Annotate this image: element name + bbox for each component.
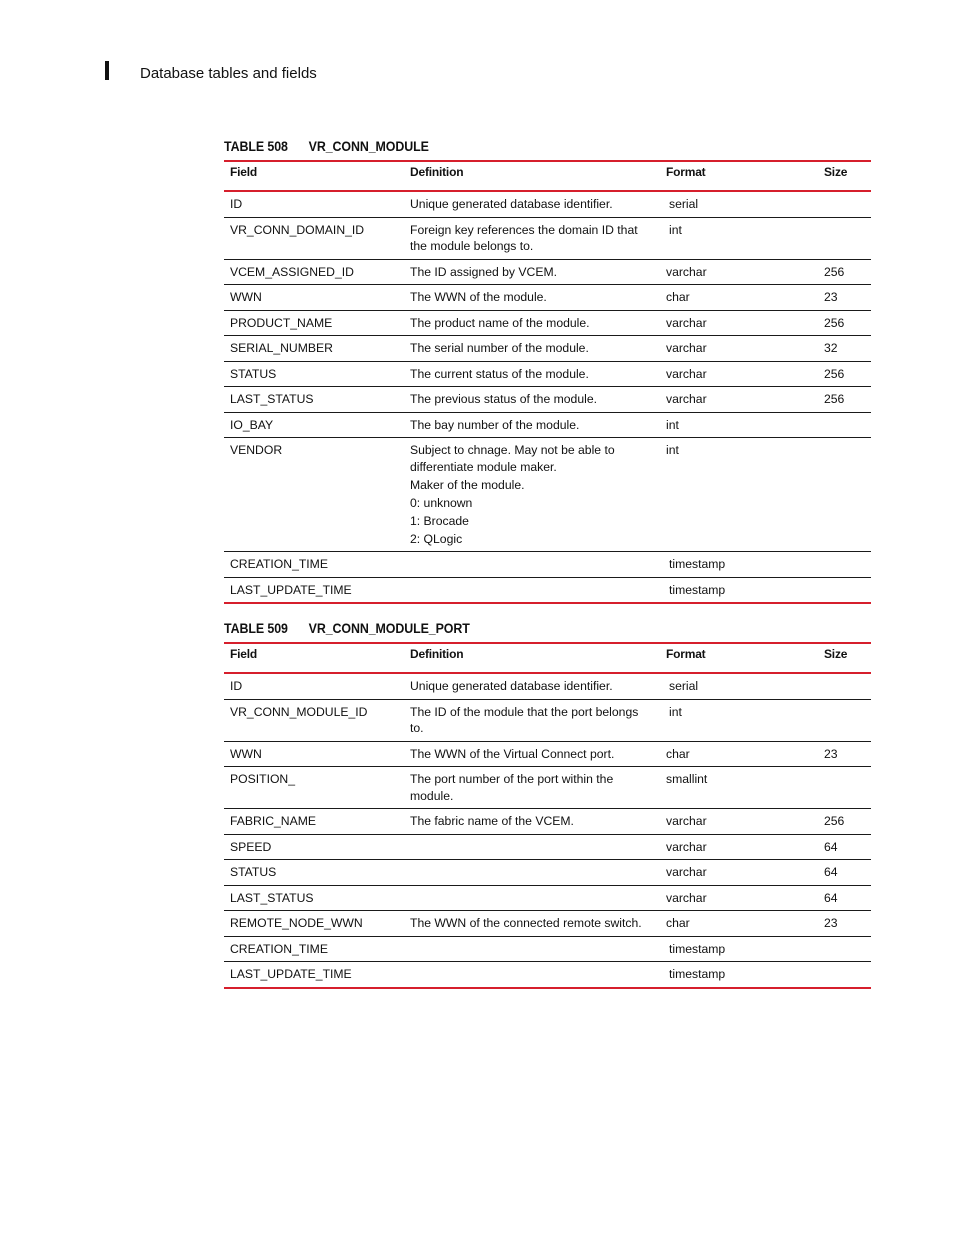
- format-cell: varchar: [660, 336, 821, 362]
- table-row: [224, 577, 871, 603]
- definition-cell: [404, 438, 660, 552]
- field-cell: CREATION_TIME: [224, 936, 404, 962]
- format-cell: timestamp: [660, 552, 821, 578]
- table-row: [224, 336, 871, 362]
- field-cell: ID: [224, 673, 404, 699]
- format-cell: varchar: [660, 259, 821, 285]
- table-row: [224, 310, 871, 336]
- format-cell: serial: [660, 191, 821, 217]
- field-cell: FABRIC_NAME: [224, 809, 404, 835]
- table-row: [224, 191, 871, 217]
- table-header-row: [224, 643, 871, 673]
- definition-cell: [404, 217, 660, 259]
- size-cell: [821, 412, 871, 438]
- field-cell: VCEM_ASSIGNED_ID: [224, 259, 404, 285]
- field-cell: POSITION_: [224, 767, 404, 809]
- table-number: TABLE 509: [224, 621, 288, 636]
- size-cell: [821, 217, 871, 259]
- size-cell: 23: [821, 911, 871, 937]
- size-cell: 23: [821, 741, 871, 767]
- table-508-block: [224, 138, 871, 604]
- size-cell: 64: [821, 834, 871, 860]
- definition-line: The port number of the port within the module.: [410, 772, 614, 803]
- definition-cell: [404, 552, 660, 578]
- definition-line: The current status of the module.: [410, 366, 589, 381]
- format-cell: smallint: [660, 767, 821, 809]
- column-header-field: Field: [224, 161, 404, 191]
- size-cell: 256: [821, 387, 871, 413]
- definition-cell: [404, 936, 660, 962]
- size-cell: [821, 552, 871, 578]
- size-cell: [821, 577, 871, 603]
- size-cell: 64: [821, 860, 871, 886]
- definition-line: The WWN of the connected remote switch.: [410, 916, 642, 930]
- table-row: [224, 767, 871, 809]
- table-row: [224, 438, 871, 552]
- field-cell: STATUS: [224, 361, 404, 387]
- size-cell: 23: [821, 285, 871, 311]
- column-header-field: Field: [224, 643, 404, 673]
- definition-line: The product name of the module.: [410, 315, 590, 330]
- field-cell: LAST_STATUS: [224, 885, 404, 911]
- table-row: [224, 699, 871, 741]
- table-caption: [224, 620, 819, 642]
- definition-cell: [404, 191, 660, 217]
- table-row: [224, 259, 871, 285]
- format-cell: char: [660, 911, 821, 937]
- column-header-definition: Definition: [404, 161, 660, 191]
- table-body: [224, 673, 871, 988]
- size-cell: 64: [821, 885, 871, 911]
- change-bar: [105, 61, 109, 80]
- definition-cell: [404, 741, 660, 767]
- size-cell: [821, 699, 871, 741]
- format-cell: serial: [660, 673, 821, 699]
- table-row: [224, 834, 871, 860]
- table-caption: [224, 138, 819, 160]
- format-cell: char: [660, 285, 821, 311]
- field-cell: VR_CONN_MODULE_ID: [224, 699, 404, 741]
- table-row: [224, 885, 871, 911]
- size-cell: [821, 936, 871, 962]
- field-cell: CREATION_TIME: [224, 552, 404, 578]
- data-table: [224, 642, 871, 989]
- field-cell: VR_CONN_DOMAIN_ID: [224, 217, 404, 259]
- field-cell: LAST_STATUS: [224, 387, 404, 413]
- size-cell: [821, 673, 871, 699]
- definition-line: The serial number of the module.: [410, 341, 589, 355]
- definition-line: The previous status of the module.: [410, 392, 597, 406]
- column-header-definition: Definition: [404, 643, 660, 673]
- size-cell: [821, 191, 871, 217]
- field-cell: WWN: [224, 285, 404, 311]
- definition-line: The ID of the module that the port belongs to.: [410, 704, 639, 735]
- size-cell: [821, 767, 871, 809]
- definition-cell: [404, 699, 660, 741]
- running-header: Database tables and fields: [140, 65, 317, 82]
- field-cell: ID: [224, 191, 404, 217]
- definition-line: Maker of the module.: [410, 477, 525, 492]
- definition-cell: [404, 387, 660, 413]
- format-cell: char: [660, 741, 821, 767]
- definition-cell: [404, 577, 660, 603]
- table-row: [224, 217, 871, 259]
- column-header-format: Format: [660, 643, 821, 673]
- field-cell: SPEED: [224, 834, 404, 860]
- field-cell: IO_BAY: [224, 412, 404, 438]
- definition-line: The WWN of the module.: [410, 290, 547, 304]
- table-row: [224, 552, 871, 578]
- definition-line: Unique generated database identifier.: [410, 197, 613, 211]
- definition-line: Unique generated database identifier.: [410, 679, 613, 693]
- definition-line: 0: unknown: [410, 495, 473, 510]
- definition-cell: [404, 962, 660, 988]
- definition-line: The ID assigned by VCEM.: [410, 264, 557, 279]
- definition-cell: [404, 336, 660, 362]
- field-cell: SERIAL_NUMBER: [224, 336, 404, 362]
- definition-line: The WWN of the Virtual Connect port.: [410, 746, 615, 761]
- table-row: [224, 741, 871, 767]
- size-cell: 32: [821, 336, 871, 362]
- table-row: [224, 860, 871, 886]
- table-509-block: [224, 620, 871, 989]
- field-cell: REMOTE_NODE_WWN: [224, 911, 404, 937]
- table-row: [224, 911, 871, 937]
- definition-line: Foreign key references the domain ID that the module belongs to.: [410, 222, 638, 253]
- table-name: VR_CONN_MODULE: [308, 139, 429, 154]
- definition-cell: [404, 911, 660, 937]
- size-cell: 256: [821, 361, 871, 387]
- format-cell: varchar: [660, 860, 821, 886]
- definition-cell: [404, 860, 660, 886]
- format-cell: varchar: [660, 310, 821, 336]
- data-table: [224, 160, 871, 604]
- field-cell: WWN: [224, 741, 404, 767]
- table-row: [224, 412, 871, 438]
- table-body: [224, 191, 871, 603]
- field-cell: STATUS: [224, 860, 404, 886]
- definition-cell: [404, 834, 660, 860]
- field-cell: LAST_UPDATE_TIME: [230, 582, 352, 597]
- definition-cell: [404, 809, 660, 835]
- definition-line: The bay number of the module.: [410, 417, 580, 432]
- definition-cell: [404, 285, 660, 311]
- field-cell: LAST_UPDATE_TIME: [230, 967, 352, 981]
- format-cell: int: [660, 412, 821, 438]
- format-cell: varchar: [660, 885, 821, 911]
- table-row: [224, 962, 871, 988]
- definition-cell: [404, 885, 660, 911]
- definition-line: 1: Brocade: [410, 513, 469, 528]
- format-cell: timestamp: [660, 936, 821, 962]
- table-row: [224, 361, 871, 387]
- definition-cell: [404, 412, 660, 438]
- table-number: TABLE 508: [224, 139, 288, 154]
- format-cell: varchar: [660, 834, 821, 860]
- size-cell: 256: [821, 259, 871, 285]
- table-header-row: [224, 161, 871, 191]
- format-cell: varchar: [660, 361, 821, 387]
- field-cell: VENDOR: [224, 438, 404, 552]
- size-cell: 256: [821, 809, 871, 835]
- definition-cell: [404, 259, 660, 285]
- table-row: [224, 387, 871, 413]
- table-row: [224, 673, 871, 699]
- definition-cell: [404, 767, 660, 809]
- size-cell: 256: [821, 310, 871, 336]
- column-header-size: Size: [821, 643, 871, 673]
- size-cell: [821, 962, 871, 988]
- field-cell: PRODUCT_NAME: [224, 310, 404, 336]
- definition-cell: [404, 673, 660, 699]
- size-cell: [821, 438, 871, 552]
- table-row: [224, 809, 871, 835]
- table-row: [224, 285, 871, 311]
- format-cell: timestamp: [669, 582, 726, 597]
- definition-line: The fabric name of the VCEM.: [410, 814, 574, 828]
- format-cell: int: [660, 438, 821, 552]
- table-row: [224, 936, 871, 962]
- definition-cell: [404, 361, 660, 387]
- format-cell: varchar: [660, 809, 821, 835]
- column-header-format: Format: [660, 161, 821, 191]
- format-cell: int: [660, 699, 821, 741]
- table-name: VR_CONN_MODULE_PORT: [308, 621, 470, 636]
- definition-cell: [404, 310, 660, 336]
- definition-line: Subject to chnage. May not be able to differentiate module maker.: [410, 443, 615, 474]
- definition-line: 2: QLogic: [410, 531, 463, 546]
- format-cell: varchar: [660, 387, 821, 413]
- column-header-size: Size: [821, 161, 871, 191]
- format-cell: int: [660, 217, 821, 259]
- format-cell: timestamp: [669, 967, 726, 981]
